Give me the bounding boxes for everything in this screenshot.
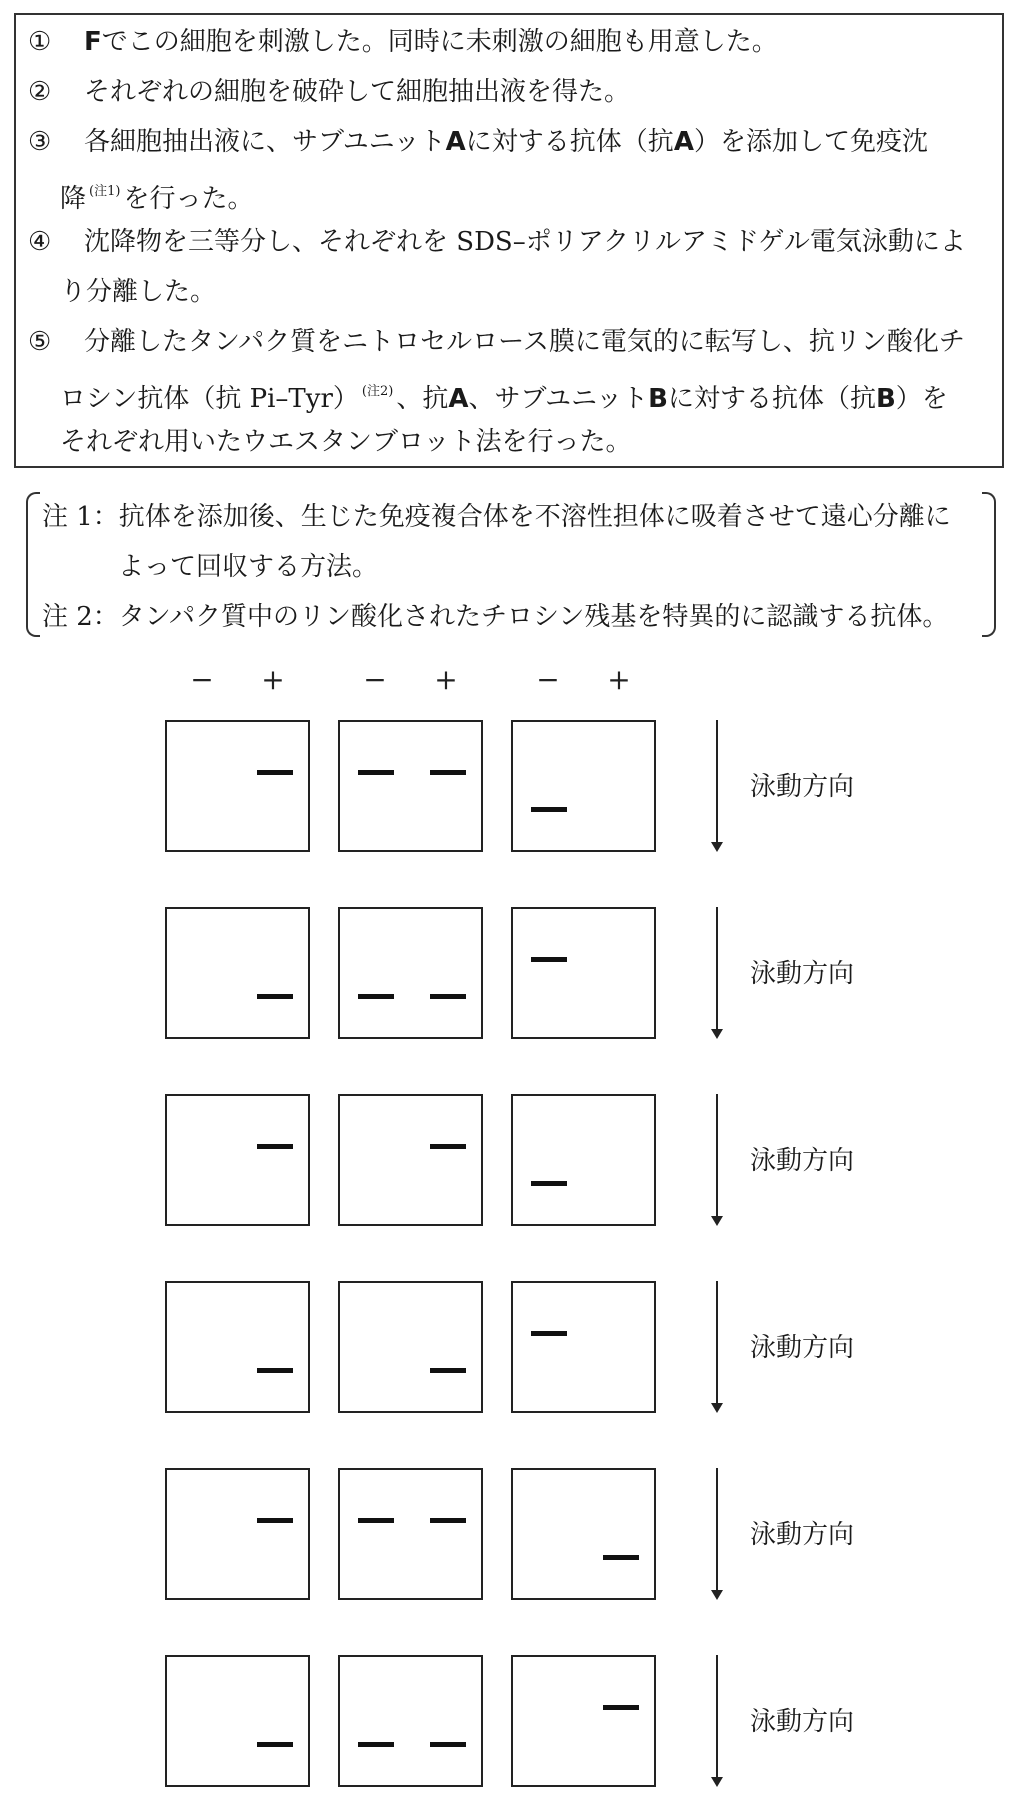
blot-lane-box bbox=[165, 1094, 310, 1226]
migration-direction-arrow bbox=[716, 907, 718, 1031]
step-1 bbox=[28, 27, 778, 57]
blot-band bbox=[257, 994, 293, 999]
blot-band bbox=[430, 1144, 466, 1149]
blot-lane-box bbox=[165, 1468, 310, 1600]
blot-lane-box bbox=[511, 720, 656, 852]
step-text: 分離したタンパク質をニトロセルロース膜に電気的に転写し、抗リン酸化チ bbox=[84, 327, 965, 357]
blot-lane-box bbox=[511, 1094, 656, 1226]
blot-band bbox=[430, 994, 466, 999]
blot-band bbox=[358, 770, 394, 775]
lane-sign-plus: + bbox=[261, 663, 285, 696]
step-number: ② bbox=[28, 77, 52, 107]
label-f: F bbox=[84, 27, 102, 57]
step-text: り分離した。 bbox=[60, 277, 217, 307]
blot-lane-box bbox=[165, 1281, 310, 1413]
label-b: B bbox=[648, 384, 668, 414]
step-text: に対する抗体（抗 bbox=[465, 127, 674, 157]
blot-lane-box bbox=[338, 1655, 483, 1787]
blot-band bbox=[430, 1742, 466, 1747]
migration-direction-label: 泳動方向 bbox=[750, 1520, 855, 1550]
migration-direction-arrow bbox=[716, 1281, 718, 1405]
migration-direction-label: 泳動方向 bbox=[750, 959, 855, 989]
blot-lane-box bbox=[511, 907, 656, 1039]
step-5-continued bbox=[60, 377, 948, 414]
step-text: 沈降物を三等分し、それぞれを SDS–ポリアクリルアミドゲル電気泳動によ bbox=[84, 227, 966, 257]
blot-band bbox=[257, 1518, 293, 1523]
blot-lane-box bbox=[511, 1281, 656, 1413]
migration-direction-label: 泳動方向 bbox=[750, 772, 855, 802]
step-2 bbox=[28, 77, 630, 107]
blot-band bbox=[430, 1368, 466, 1373]
step-3 bbox=[28, 127, 928, 157]
step-5-continued-2 bbox=[60, 427, 631, 457]
step-number: ③ bbox=[28, 127, 52, 157]
blot-lane-box bbox=[338, 1468, 483, 1600]
step-text: それぞれ用いたウエスタンブロット法を行った。 bbox=[60, 427, 632, 457]
blot-band bbox=[531, 1181, 567, 1186]
step-text: でこの細胞を刺激した。同時に未刺激の細胞も用意した。 bbox=[101, 27, 778, 57]
lane-sign-plus: + bbox=[434, 663, 458, 696]
blot-band bbox=[257, 1144, 293, 1149]
step-5 bbox=[28, 327, 965, 357]
lane-sign-plus: + bbox=[607, 663, 631, 696]
migration-direction-arrow bbox=[716, 1468, 718, 1592]
blot-band bbox=[430, 770, 466, 775]
step-text: 降 bbox=[60, 184, 87, 214]
blot-band bbox=[257, 1742, 293, 1747]
blot-band bbox=[257, 1368, 293, 1373]
blot-lane-box bbox=[338, 1281, 483, 1413]
footnote-ref-1: (注1) bbox=[89, 184, 121, 199]
blot-band bbox=[531, 957, 567, 962]
migration-direction-arrow bbox=[716, 1094, 718, 1218]
blot-lane-box bbox=[338, 907, 483, 1039]
step-4 bbox=[28, 227, 966, 257]
step-3-continued bbox=[60, 177, 253, 214]
blot-band bbox=[358, 1742, 394, 1747]
step-number: ④ bbox=[28, 227, 52, 257]
label-a: A bbox=[445, 127, 466, 157]
migration-direction-label: 泳動方向 bbox=[750, 1146, 855, 1176]
note-1: 注 1：抗体を添加後、生じた免疫複合体を不溶性担体に吸着させて遠心分離に bbox=[42, 502, 951, 532]
blot-lane-box bbox=[165, 1655, 310, 1787]
step-text: ）を bbox=[895, 384, 948, 414]
blot-lane-box bbox=[511, 1655, 656, 1787]
label-a: A bbox=[673, 127, 694, 157]
migration-direction-label: 泳動方向 bbox=[750, 1707, 855, 1737]
blot-lane-box bbox=[165, 907, 310, 1039]
blot-band bbox=[603, 1705, 639, 1710]
blot-lane-box bbox=[511, 1468, 656, 1600]
blot-lane-box bbox=[165, 720, 310, 852]
label-a: A bbox=[448, 384, 469, 414]
note-2: 注 2：タンパク質中のリン酸化されたチロシン残基を特異的に認識する抗体。 bbox=[42, 602, 949, 632]
blot-band bbox=[531, 807, 567, 812]
step-number: ① bbox=[28, 27, 52, 57]
step-text: 各細胞抽出液に、サブユニット bbox=[84, 127, 446, 157]
note-1-continued: よって回収する方法。 bbox=[118, 552, 379, 582]
step-text: 、サブユニット bbox=[468, 384, 649, 414]
step-text: を行った。 bbox=[123, 184, 254, 214]
label-b: B bbox=[875, 384, 896, 414]
blot-lane-box bbox=[338, 720, 483, 852]
migration-direction-arrow bbox=[716, 1655, 718, 1779]
step-number: ⑤ bbox=[28, 327, 52, 357]
blot-band bbox=[430, 1518, 466, 1523]
lane-sign-minus: − bbox=[363, 663, 387, 696]
blot-lane-box bbox=[338, 1094, 483, 1226]
step-text: ）を添加して免疫沈 bbox=[693, 127, 928, 157]
step-text: それぞれの細胞を破砕して細胞抽出液を得た。 bbox=[84, 77, 631, 107]
blot-band bbox=[603, 1555, 639, 1560]
lane-sign-minus: − bbox=[536, 663, 560, 696]
left-bracket bbox=[26, 492, 40, 637]
right-bracket bbox=[982, 492, 996, 637]
step-text: 、抗 bbox=[396, 384, 449, 414]
step-4-continued bbox=[60, 277, 216, 307]
lane-sign-minus: − bbox=[190, 663, 214, 696]
step-text: ロシン抗体（抗 Pi–Tyr） bbox=[60, 384, 359, 414]
step-text: に対する抗体（抗 bbox=[667, 384, 876, 414]
migration-direction-label: 泳動方向 bbox=[750, 1333, 855, 1363]
migration-direction-arrow bbox=[716, 720, 718, 844]
blot-band bbox=[257, 770, 293, 775]
procedure-box bbox=[14, 13, 1004, 468]
blot-band bbox=[358, 994, 394, 999]
blot-band bbox=[358, 1518, 394, 1523]
footnote-ref-2: (注2) bbox=[361, 384, 394, 399]
notes-box bbox=[26, 492, 996, 637]
blot-band bbox=[531, 1331, 567, 1336]
